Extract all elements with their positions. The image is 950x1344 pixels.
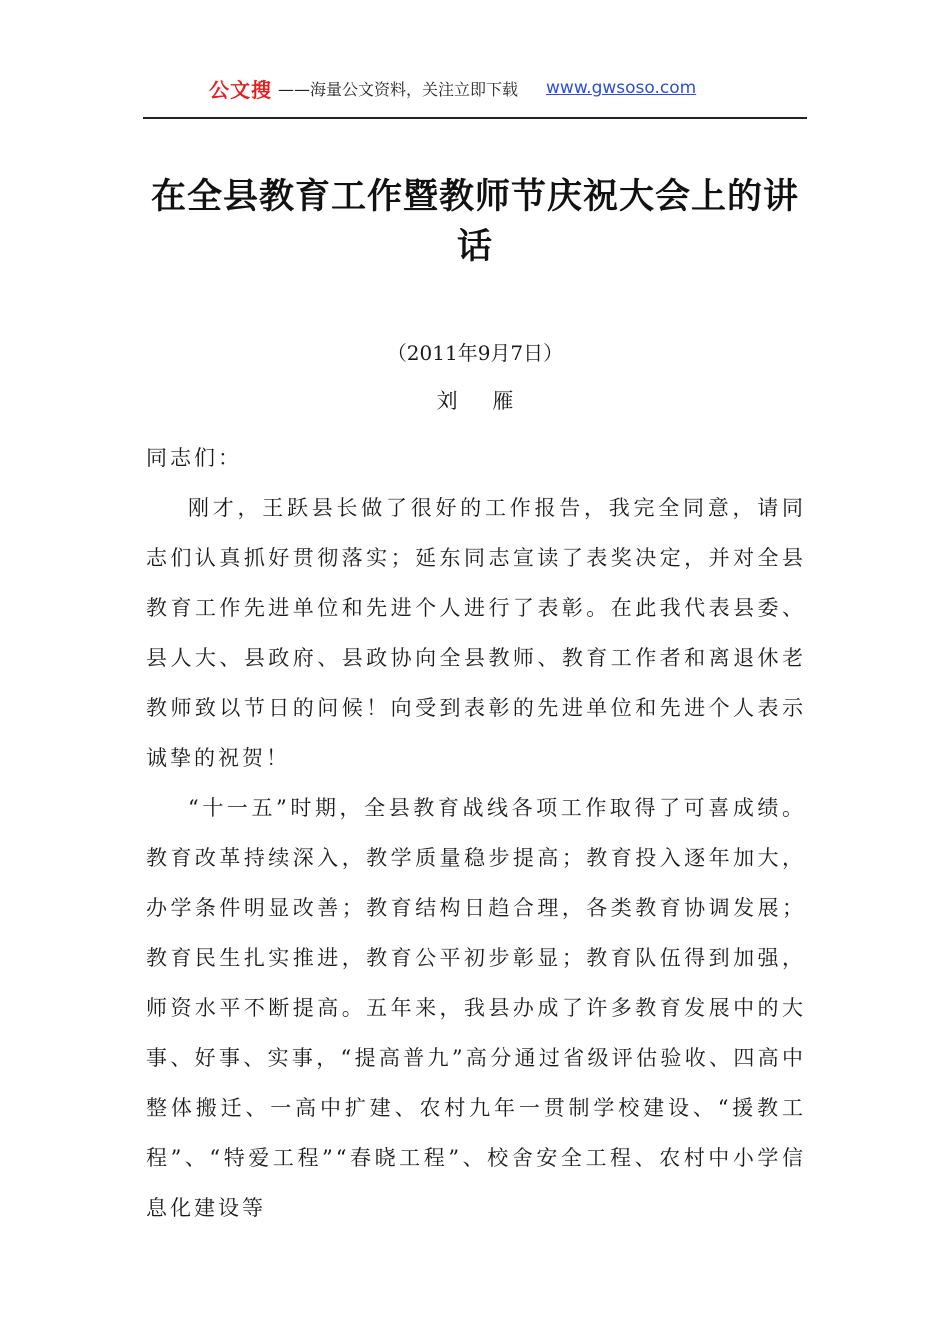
brand-logo-text: 公文搜 (209, 77, 272, 102)
header-tagline: ——海量公文资料，关注立即下载 (278, 79, 519, 99)
site-link[interactable]: www.gwsoso.com (546, 78, 697, 98)
document-date: （2011年9月7日） (386, 341, 564, 365)
document-body (146, 433, 806, 1233)
header-divider (143, 117, 807, 119)
paragraph: “十一五”时期，全县教育战线各项工作取得了可喜成绩。教育改革持续深入，教学质量稳步提高；教育投入逐年加大，办学条件明显改善；教育结构日趋合理，各类教育协调发展；教育民生扎实推进，教育公平初步彰显；教育队伍得到加强，师资水平不断提高。五年来，我县办成了许多教育发展中的大事、好事、实事，“提高普九”高分通过省级评估验收、四高中整体搬迁、一高中扩建、农村九年一贯制学校建设、“援教工程”、“特爱工程”“春晓工程”、校舍安全工程、农村中小学信息化建设等 (146, 796, 806, 1220)
document-title: 在全县教育工作暨教师节庆祝大会上的讲话 (150, 176, 799, 267)
page-header (143, 70, 807, 106)
paragraph: 刚才，王跃县长做了很好的工作报告，我完全同意，请同志们认真抓好贯彻落实；延东同志宣读了表奖决定，并对全县教育工作先进单位和先进个人进行了表彰。在此我代表县委、县人大、县政府、县政协向全县教师、教育工作者和离退休老教师致以节日的问候！向受到表彰的先进单位和先进个人表示诚挚的祝贺！ (146, 496, 806, 770)
document-author: 刘 雁 (436, 389, 528, 413)
salutation: 同志们： (146, 446, 242, 470)
